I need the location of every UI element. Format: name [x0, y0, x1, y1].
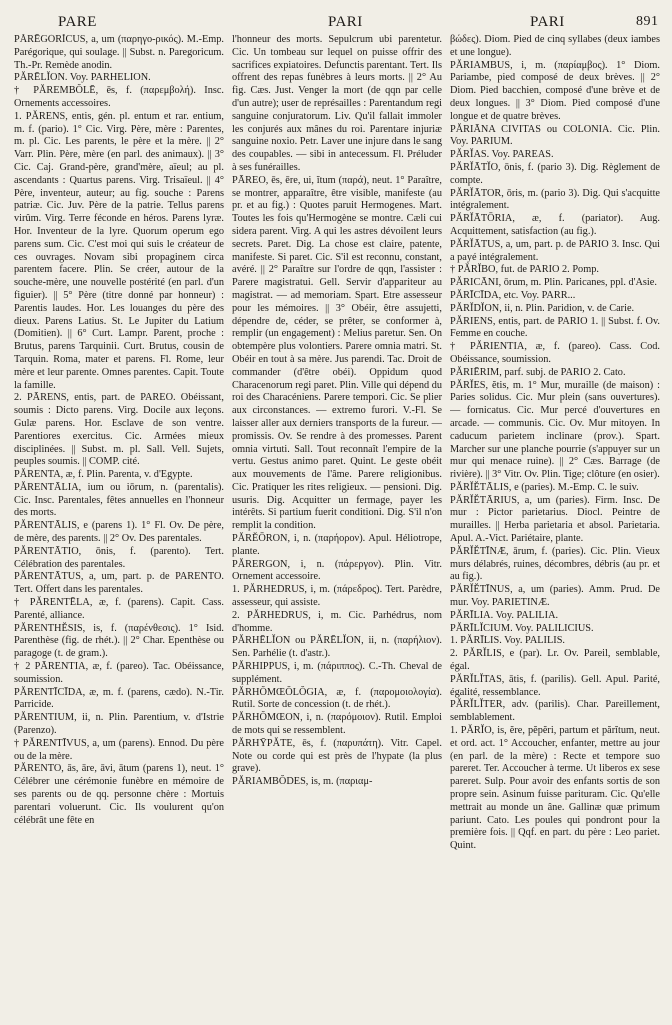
dictionary-entry: PĂRĪLĬCIUM. Voy. PALILICIUS.	[450, 622, 594, 634]
dictionary-entry: PĂRĬĔTĀRIUS, a, um (paries). Firm. Insc. De mur : Pictor parietarius. Diocl. Peintre de murailles. || Herba parietaria et absol. Parietaria. Apul. A.-Vict. Pariétaire, plante.	[450, 494, 660, 545]
dictionary-entry: PĂRENTA, æ, f. Plin. Parenta, v. d'Egypte.	[14, 469, 193, 481]
dictionary-entry: PĂRĒLĬON. Voy. PARHELION.	[14, 72, 151, 84]
dictionary-entry: PĂRĬĀTUS, a, um, part. p. de PARIO 3. Insc. Qui a payé intégralement.	[450, 238, 660, 263]
dictionary-entry: † 2 PĀRENTIA, æ, f. (pareo). Tac. Obéissance, soumission.	[14, 661, 224, 685]
dictionary-entry: PĂRHĒLĬON ou PĂRĒLĬON, ii, n. (παρήλιον). Sen. Parhélie (t. d'astr.).	[232, 635, 442, 660]
dictionary-entry: PĂRĬĀTĬO, ōnis, f. (pario 3). Dig. Règlement de compte.	[450, 161, 660, 186]
dictionary-entry: PĂRĬĔTĪNÆ, ārum, f. (paries). Cic. Plin. Vieux murs délabrés, ruines, décombres, débris (au pr. et au fig.).	[450, 545, 660, 583]
dictionary-entry: 2. PĂRĬLIS, e (par). Lr. Ov. Pareil, semblable, égal.	[450, 648, 660, 673]
dictionary-entry: PĂRIAMBUS, i, m. (παρίαμβος). 1° Diom. Pariambe, pied composé de deux brèves. || 2° Diom. Pied bacchien, composé d'une brève et de deux longues. || 3° Diom. Pied composé d'une longue et de quatre brèves.	[450, 59, 660, 122]
dictionary-entry: PĂRENTĪCĪDA, æ, m. f. (parens, cædo). N.-Tir. Parricide.	[14, 686, 224, 711]
dictionary-entry: 1. PĂRENS, entis, gén. pl. entum et rar. entium, m. f. (pario). 1° Cic. Virg. Père, mère : Parentes, m. pl. Cic. Les parents, le père et la mère. || 2° Varr. Plin. Père, mère (en parl. des animaux). || 3° Cic. Caj. Grand-père, grand'mère, aïeul; au pl. ascendants : Quartus parens. Virg. Trisaïeul. || 4° Père, inventeur, auteur; au fig. souche : Parens patriæ. Cic. Juv. Père de la patrie. Tellus parens virûm. Virg. Terre féconde en héros. Parens lyræ. Hor. Inventeur de la lyre. Quorum operum ego parens sum. Cic. C'est moi qui suis le créateur de ces ouvrages. Novam sibi propaginem circa parentem facere. Plin. Se créer, autour de la souche-mère, une nouvelle postérité (en parl. d'un figuier). || 5° Père (titre donné par honneur) : Parentis laudes. Hor. Les louanges du père des dieux. Parens Latius. St. Le Jupiter du Latium (Domitien). || 6° Curt. Lampr. Parent, proche : Brutus, parens Tarquinii. Curt. Brutus, cousin de Tarquin. Roma, mater et parens. Fl. Rome, leur mère et leur parente. Omnes parentes. Capit. Toute la famille.	[14, 110, 224, 391]
dictionary-entry: PĂRĪCĪDA, etc. Voy. PARR...	[450, 289, 576, 301]
dictionary-entry: PĀREO, ēs, ēre, ui, ĭtum (παρά), neut. 1° Paraître, se montrer, apparaître, être visible, manifeste (au pr. et au fig.) : Quotes paruit Hermogenes. Mart. Toutes les fois qu'Hermogène se montre. Cæli cui sidera parent. Virg. A qui les astres dévoilent leurs secrets. Paret. Dig. La chose est claire, patente, manifeste. Si paret. Cic. S'il est reconnu, constant, avéré. || 2° Paraître sur l'ordre de qqn, l'assister : Parere magistratui. Gell. Servir d'appariteur au magistrat. — ad memoriam. Spart. Etre assesseur pour les mémoires. || 3° Obéir, être assujetti, dépendre de, céder, se prêter, se conformer à, remplir (un engagement) : Melius paretur. Sen. On obtempère plus volontiers. Parere omnia matri. St. Obéir en tout à sa mère. Jus parendi. Tac. Droit de commander (d'être obéi). Oppidum quod Characenorum regi paret. Plin. Ville qui dépend du roi des Characéniens. Parere tempori. Cic. Se plier aux circonstances. — extremo furori. V.-Fl. Se laisser aller aux derniers transports de la fureur. — promissis. Ov. Se rendre à des promesses. Parent omnia virtuti. Sall. Tout reconnaît l'empire de la vertu. Gestus animo paret. Quint. Le geste obéit aux mouvements de l'âme. Parere religionibus. Cic. Pratiquer les rites religieux. — pensioni. Dig. usuris. Dig. Acquitter un fermage, payer les intérêts. Si partium fuerit conditioni. Dig. S'il n'on remplit la condition.	[232, 174, 442, 532]
dictionary-entry: PĂRIĒRIM, parf. subj. de PARIO 2. Cato.	[450, 366, 626, 378]
dictionary-entry: † PĂRENTĒLA, æ, f. (parens). Capit. Cass. Parenté, alliance.	[14, 597, 224, 621]
dictionary-entry: PĂRHȲPĂTE, ēs, f. (παρυπάτη). Vitr. Capel. Note ou corde qui est près de l'hypate (la plus grave).	[232, 737, 442, 775]
column-right	[450, 34, 660, 1014]
dictionary-entry: † PĂRENTĪVUS, a, um (parens). Ennod. Du père ou de la mère.	[14, 737, 224, 762]
dictionary-entry: PĂRENTO, ās, āre, āvi, ātum (parens 1), neut. 1° Célébrer une cérémonie funèbre en mémoire de ses parents ou de qq. personne chère : Mortuis parentari voluerunt. Cic. Ils voulurent qu'on célébrât une fête en	[14, 763, 224, 826]
dictionary-entry: PĂRIAMBŎDES, is, m. (παριαμ-	[232, 776, 373, 788]
dictionary-entry: 1. PĂRĪLIS. Voy. PALILIS.	[450, 635, 566, 647]
header-right-guide-word: PARI	[530, 14, 565, 30]
dictionary-entry: PĂRĬLĬTAS, ātis, f. (parilis). Gell. Apul. Parité, égalité, ressemblance.	[450, 673, 660, 698]
header-left-guide-word: PARE	[58, 14, 97, 30]
dictionary-entry: PĂRHIPPUS, i, m. (πάριππος). C.-Th. Cheval de supplément.	[232, 661, 442, 685]
dictionary-entry: PĂRĬĀTOR, ōris, m. (pario 3). Dig. Qui s'acquitte intégralement.	[450, 187, 660, 212]
dictionary-entry: 1. PĂRĬO, is, ĕre, pĕpĕri, partum et părĭtum, neut. et ord. act. 1° Accoucher, enfanter, mettre au jour (en parl. de la mère) : Recte et tempore suo pareret. Ter. Accoucher à terme. Ut liberos ex sese pareret. Sulp. Pour avoir des enfants sortis de son propre sein. Asinum fuisse parituram. Cic. Qu'elle mettrait au monde un âne. Gallinæ quæ primum pariunt. Cato. Les poules qui pondront pour la première fois. || Qqf. en part. du père : Leo pariet. Quint.	[450, 725, 660, 852]
text-columns	[14, 34, 662, 1014]
dictionary-entry: PĂRĬĔTĪNUS, a, um (paries). Amm. Prud. De mur. Voy. PARIETINÆ.	[450, 584, 660, 609]
dictionary-entry: 1. PĂRHEDRUS, i, m. (πάρεδρος). Tert. Parèdre, assesseur, qui assiste.	[232, 584, 442, 609]
header-center-guide-word: PARI	[328, 14, 363, 30]
dictionary-entry: PĂRĬĀTŌRIA, æ, f. (pariator). Aug. Acquittement, satisfaction (au fig.).	[450, 213, 660, 237]
dictionary-entry: 2. PĂRHEDRUS, i, m. Cic. Parhédrus, nom d'homme.	[232, 609, 442, 634]
dictionary-entry: PĂRĪLIA. Voy. PALILIA.	[450, 609, 559, 621]
dictionary-entry: PĂRHŎMŒŎLŎGIA, æ, f. (παρομοιολογία). Rutil. Sorte de concession (t. de rhét.).	[232, 686, 442, 711]
column-left	[14, 34, 224, 1014]
dictionary-entry: PĂRĔŌRON, i, n. (παρήορον). Apul. Héliotrope, plante.	[232, 533, 442, 557]
dictionary-entry: PĂRĬAS. Voy. PAREAS.	[450, 149, 554, 161]
page-number: 891	[636, 14, 659, 29]
dictionary-entry: PĂRĬLĬTER, adv. (parilis). Char. Pareillement, semblablement.	[450, 699, 660, 724]
dictionary-entry: PĂRENTĀLIS, e (parens 1). 1° Fl. Ov. De père, de mère, des parents. || 2° Ov. Des parentales.	[14, 520, 224, 545]
dictionary-entry: PĂRERGON, i, n. (πάρεργον). Plin. Vitr. Ornement accessoire.	[232, 558, 442, 583]
dictionary-entry: PĂRĬĔTĀLIS, e (paries). M.-Emp. C. le suiv.	[450, 481, 639, 493]
dictionary-entry: 2. PĀRENS, entis, part. de PAREO. Obéissant, soumis : Dicto parens. Virg. Docile aux leçons. Gulæ parens. Hor. Esclave de son ventre. Parentiores exercitus. Cic. Armées mieux disciplinées. || Subst. m. pl. Sall. Vell. Sujets, peuples soumis. || COMP. cité.	[14, 392, 224, 468]
dictionary-entry: PĂRENTĀTIO, ōnis, f. (parento). Tert. Célébration des parentales.	[14, 545, 224, 570]
dictionary-entry: † PĂREMBŎLĒ, ēs, f. (παρεμβολή). Insc. Ornements accessoires.	[14, 85, 224, 109]
dictionary-entry: PĂRĬDĬON, ii, n. Plin. Paridion, v. de Carie.	[450, 302, 635, 314]
dictionary-entry: † PĂRĬBO, fut. de PARIO 2. Pomp.	[450, 264, 599, 276]
column-middle	[232, 34, 442, 1014]
dictionary-entry: l'honneur des morts. Sepulcrum ubi parentetur. Cic. Un tombeau sur lequel on puisse offrir des sacrifices expiatoires. Defunctis parentant. Tert. Ils offrent des repas funèbres à leurs morts. || 2° Au fig. Cæs. Just. Venger la mort (de qqn par celle d'un autre); user de représailles : Parentandum regi sanguine conjuratorum. Liv. Qu'il fallait immoler les conjurés aux mânes du roi. Parentare injuriæ sanguine noxio. Petr. Laver une injure dans le sang des coupables. — sibi in antecessum. Fl. Préluder à ses funérailles.	[232, 34, 442, 173]
dictionary-entry: PĂRENTĀTUS, a, um, part. p. de PARENTO. Tert. Offert dans les parentales.	[14, 571, 224, 596]
dictionary-entry: PĂRIENS, entis, part. de PARIO 1. || Subst. f. Ov. Femme en couche.	[450, 315, 660, 340]
dictionary-entry: PĂRIĀNA CIVITAS ou COLONIA. Cic. Plin. Voy. PARIUM.	[450, 123, 660, 148]
dictionary-entry: PĂRĬES, ĕtis, m. 1° Mur, muraille (de maison) : Paries solidus. Cic. Mur plein (sans ouvertures). — fornicatus. Cic. Mur percé d'ouvertures en arcade. — communis. Cic. Ov. Mur mitoyen. In caducum parietem inclinare (prov.). Spart. Marcher sur une planche pourrie (s'appuyer sur un mur qui menace ruine). || 2° Cæs. Barrage (de rivière). || 3° Vitr. Ov. Plin. Tige; clôture (en osier).	[450, 379, 660, 481]
dictionary-entry: PĂRENTIUM, ii, n. Plin. Parentium, v. d'Istrie (Parenzo).	[14, 712, 224, 737]
dictionary-entry: PĂRĒGŎRĬCUS, a, um (παρηγο-ρικός). M.-Emp. Parégorique, qui soulage. || Subst. n. Paregoricum. Th.-Pr. Remède anodin.	[14, 34, 224, 71]
dictionary-entry: PĂRENTĀLIA, ium ou iōrum, n. (parentalis). Cic. Insc. Parentales, fêtes annuelles en l'honneur des morts.	[14, 481, 224, 519]
dictionary-entry: PĂRENTHĔSIS, is, f. (παρένθεσις). 1° Isid. Parenthèse (fig. de rhét.). || 2° Char. Epenthèse ou paragoge (t. de gram.).	[14, 622, 224, 660]
dictionary-entry: βώδες). Diom. Pied de cinq syllabes (deux iambes et une longue).	[450, 34, 660, 58]
dictionary-entry: † PĂRIENTIA, æ, f. (pareo). Cass. Cod. Obéissance, soumission.	[450, 341, 660, 365]
dictionary-entry: PĂRHŎMŒON, i, n. (παρόμοιον). Rutil. Emploi de mots qui se ressemblent.	[232, 712, 442, 737]
running-head	[14, 6, 662, 34]
dictionary-entry: PĂRICĀNI, ōrum, m. Plin. Paricanes, ppl. d'Asie.	[450, 277, 657, 289]
